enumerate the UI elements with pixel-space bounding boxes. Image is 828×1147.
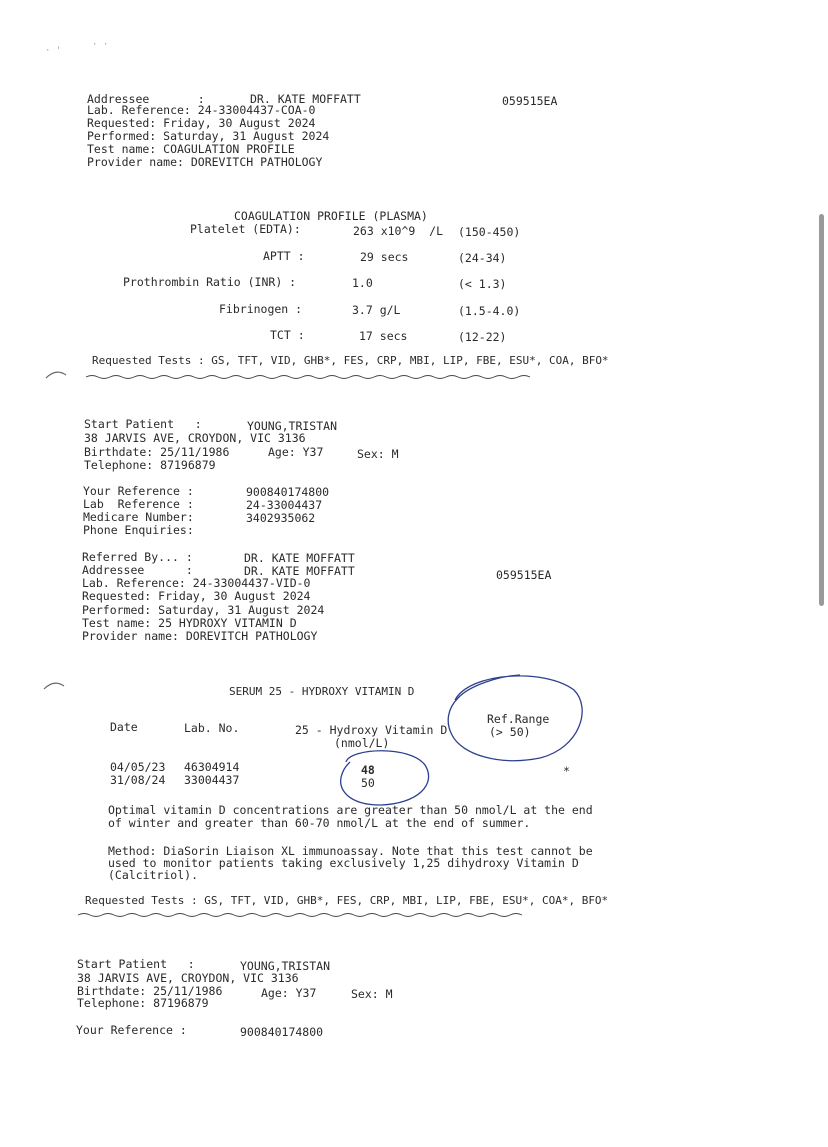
asterisk-mark: * bbox=[563, 764, 570, 778]
col-unit-header: (nmol/L) bbox=[334, 736, 390, 750]
vid-row-lab-no: 46304914 bbox=[184, 760, 240, 774]
coa-addressee-label: Addressee : bbox=[87, 92, 205, 106]
coa-test-name: Test name: COAGULATION PROFILE bbox=[87, 142, 295, 156]
page-break-mark bbox=[46, 372, 66, 378]
result-value: 263 x10^9 /L bbox=[353, 224, 444, 238]
scan-speck: · ' bbox=[45, 46, 62, 56]
lab-reference-label: Lab Reference : bbox=[83, 497, 194, 511]
requested-tests-1: Requested Tests : GS, TFT, VID, GHB*, FES, CRP, MBI, LIP, FBE, ESU*, COA, BFO* bbox=[92, 354, 609, 367]
coa-provider-name: Provider name: DOREVITCH PATHOLOGY bbox=[87, 155, 323, 169]
coa-addressee-value: DR. KATE MOFFATT bbox=[250, 92, 361, 106]
patient-name: YOUNG,TRISTAN bbox=[240, 959, 331, 973]
result-range: (1.5-4.0) bbox=[458, 304, 521, 318]
your-reference-label: Your Reference : bbox=[83, 484, 194, 498]
result-value: 29 secs bbox=[360, 250, 409, 264]
col-lab-header: Lab. No. bbox=[184, 721, 240, 735]
result-range: (150-450) bbox=[458, 225, 521, 239]
vid-requested: Requested: Friday, 30 August 2024 bbox=[82, 589, 311, 604]
coa-requested: Requested: Friday, 30 August 2024 bbox=[87, 116, 316, 130]
wavy-separator bbox=[86, 376, 530, 379]
result-value: 1.0 bbox=[352, 276, 373, 290]
referred-by-value: DR. KATE MOFFATT bbox=[244, 551, 355, 565]
patient-sex: Sex: M bbox=[357, 447, 399, 461]
patient-sex: Sex: M bbox=[351, 987, 393, 1001]
your-reference-label: Your Reference : bbox=[76, 1023, 187, 1037]
patient-name: YOUNG,TRISTAN bbox=[247, 419, 338, 433]
result-range: (< 1.3) bbox=[458, 277, 507, 291]
coa-performed: Performed: Saturday, 31 August 2024 bbox=[87, 129, 330, 143]
requested-tests-2: Requested Tests : GS, TFT, VID, GHB*, FES, CRP, MBI, LIP, FBE, ESU*, COA*, BFO* bbox=[85, 894, 609, 907]
result-range: (24-34) bbox=[458, 251, 507, 265]
wavy-separator bbox=[78, 914, 522, 917]
scan-speck: · · bbox=[92, 40, 109, 50]
method-line-1: Method: DiaSorin Liaison XL immunoassay. Note that this test cannot be bbox=[108, 844, 593, 858]
method-line-3: (Calcitriol). bbox=[108, 868, 199, 882]
vid-row-date: 31/08/24 bbox=[110, 773, 166, 787]
vid-row-lab-no: 33004437 bbox=[184, 773, 240, 787]
result-label: Prothrombin Ratio (INR) : bbox=[123, 275, 297, 289]
patient-telephone: Telephone: 87196879 bbox=[84, 458, 216, 472]
patient-start-label: Start Patient : bbox=[84, 417, 202, 431]
result-value: 3.7 g/L bbox=[352, 303, 401, 317]
col-date-header: Date bbox=[110, 720, 138, 734]
medicare-label: Medicare Number: bbox=[83, 510, 194, 524]
ref-range-value: (> 50) bbox=[489, 725, 531, 739]
vitamin-d-note-2: of winter and greater than 60-70 nmol/L at the end of summer. bbox=[108, 816, 531, 830]
result-label: TCT : bbox=[270, 328, 305, 342]
vid-provider-name: Provider name: DOREVITCH PATHOLOGY bbox=[82, 629, 318, 644]
patient-birthdate: Birthdate: 25/11/1986 bbox=[84, 445, 230, 459]
vid-addressee-label: Addressee : bbox=[82, 563, 193, 577]
vid-account-code: 059515EA bbox=[496, 568, 552, 582]
ref-range-circle bbox=[448, 675, 582, 761]
result-value: 17 secs bbox=[359, 329, 408, 343]
patient-telephone: Telephone: 87196879 bbox=[77, 996, 209, 1010]
vid-test-name: Test name: 25 HYDROXY VITAMIN D bbox=[82, 615, 297, 630]
vid-row-date: 04/05/23 bbox=[110, 760, 166, 774]
patient-address: 38 JARVIS AVE, CROYDON, VIC 3136 bbox=[84, 431, 306, 445]
patient-age: Age: Y37 bbox=[261, 986, 317, 1000]
vitamin-d-note-1: Optimal vitamin D concentrations are greater than 50 nmol/L at the end bbox=[108, 803, 593, 817]
patient-address: 38 JARVIS AVE, CROYDON, VIC 3136 bbox=[77, 971, 299, 985]
result-label: Platelet (EDTA): bbox=[190, 222, 301, 236]
vid-row-value: 48 bbox=[361, 763, 375, 777]
coagulation-heading: COAGULATION PROFILE (PLASMA) bbox=[234, 209, 428, 223]
result-circle bbox=[341, 751, 429, 805]
coa-account-code: 059515EA bbox=[502, 94, 558, 108]
patient-birthdate: Birthdate: 25/11/1986 bbox=[77, 984, 223, 998]
your-reference-value: 900840174800 bbox=[240, 1025, 324, 1039]
page-break-mark bbox=[44, 683, 64, 689]
lab-reference-value: 24-33004437 bbox=[246, 498, 323, 512]
vid-performed: Performed: Saturday, 31 August 2024 bbox=[82, 602, 325, 617]
patient-start-label: Start Patient : bbox=[77, 957, 195, 971]
phone-enquiries-label: Phone Enquiries: bbox=[83, 523, 194, 537]
method-line-2: used to monitor patients taking exclusively 1,25 dihydroxy Vitamin D bbox=[108, 856, 579, 870]
scrollbar-thumb[interactable] bbox=[819, 214, 824, 606]
vitamin-d-heading: SERUM 25 - HYDROXY VITAMIN D bbox=[229, 685, 415, 698]
medicare-value: 3402935062 bbox=[246, 511, 316, 525]
your-reference-value: 900840174800 bbox=[246, 485, 330, 499]
referred-by-label: Referred By... : bbox=[82, 550, 193, 564]
result-range: (12-22) bbox=[458, 330, 507, 344]
patient-age: Age: Y37 bbox=[268, 445, 324, 459]
vid-lab-reference: Lab. Reference: 24-33004437-VID-0 bbox=[82, 576, 311, 590]
coa-lab-reference: Lab. Reference: 24-33004437-COA-0 bbox=[87, 103, 316, 117]
ref-range-label: Ref.Range bbox=[487, 712, 550, 726]
vid-row-value: 50 bbox=[361, 776, 375, 790]
col-test-header: 25 - Hydroxy Vitamin D bbox=[295, 723, 448, 737]
vid-addressee-value: DR. KATE MOFFATT bbox=[244, 564, 355, 578]
result-label: APTT : bbox=[263, 249, 305, 263]
result-label: Fibrinogen : bbox=[219, 302, 303, 316]
